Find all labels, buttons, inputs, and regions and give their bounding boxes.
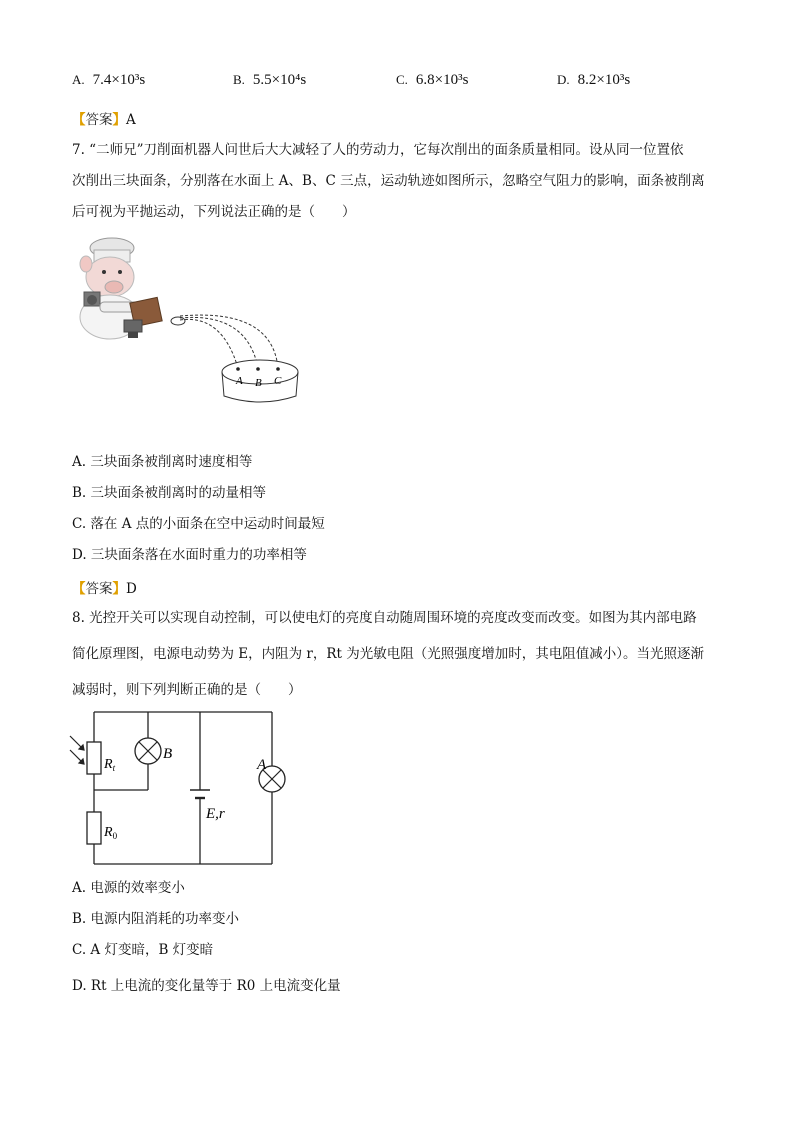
q8-stem-line-1: 8. 光控开关可以实现自动控制，可以使电灯的亮度自动随周围环境的亮度改变而改变。如图为其内部电路 [72,610,697,626]
option-value: 7.4×10³s [92,72,146,88]
lamp-b-icon [135,738,161,764]
q8-option-d: D. Rt 上电流的变化量等于 R0 上电流变化量 [72,978,341,994]
bracket-open-icon: 【 [72,581,86,597]
q8-stem-line-3: 减弱时，则下列判断正确的是（ ） [72,682,302,698]
light-arrows-icon [70,736,84,764]
q7-stem-line-2: 次削出三块面条，分别落在水面上 A、B、C 三点，运动轨迹如图所示，忽略空气阻力的影响，面条被削离 [72,173,705,189]
q6-option-c [396,72,468,89]
option-value: 8.2×10³s [577,72,631,88]
q7-option-b: B. 三块面条被削离时的动量相等 [72,485,267,501]
photoresistor-rt [87,742,101,774]
lamp-b-label: B [163,746,173,762]
lamp-a-label: A [257,757,267,773]
q6-option-a [72,72,145,89]
source-label: E,r [206,806,225,822]
q7-answer [72,577,137,597]
bracket-open-icon: 【 [72,112,86,128]
point-label: A [236,375,243,387]
q7-option-a: A. 三块面条被削离时速度相等 [72,454,253,470]
r0-label: $R_0$ [104,825,118,841]
answer-value: A [126,112,136,128]
q6-option-d [557,72,630,89]
option-value: 5.5×10⁴s [252,72,307,88]
rt-label: $R_t$ [104,757,116,773]
q8-stem-line-2: 简化原理图，电源电动势为 E，内阻为 r，Rt 为光敏电阻（光照强度增加时，其电阻值减小）。当光照逐渐 [72,646,705,662]
answer-label: 答案 [85,112,113,128]
point-label: B [255,377,262,389]
q7-figure [72,232,312,412]
option-letter: B. [233,72,245,87]
q7-option-c: C. 落在 A 点的小面条在空中运动时间最短 [72,516,325,532]
q8-option-b: B. 电源内阻消耗的功率变小 [72,911,240,927]
battery-icon [190,790,210,798]
q6-option-b [233,72,306,89]
q7-option-d: D. 三块面条落在水面时重力的功率相等 [72,547,307,563]
option-letter: A. [72,72,85,87]
bowl-illustration [222,360,298,402]
circuit-wires [94,712,272,864]
option-letter: C. [396,72,408,87]
bracket-close-icon: 】 [112,581,126,597]
answer-label: 答案 [85,581,113,597]
resistor-r0 [87,812,101,844]
q8-circuit-diagram [66,706,286,870]
bracket-close-icon: 】 [112,112,126,128]
point-label: C [274,375,282,387]
option-letter: D. [557,72,570,87]
answer-value: D [126,581,137,597]
option-value: 6.8×10³s [415,72,469,88]
q6-answer [72,108,136,128]
q7-stem-line-1: 7. “二师兄”刀削面机器人问世后大大减轻了人的劳动力，它每次削出的面条质量相同。设从同一位置依 [72,142,684,158]
q8-option-a: A. 电源的效率变小 [72,880,185,896]
q8-option-c: C. A 灯变暗，B 灯变暗 [72,942,214,958]
q7-stem-line-3: 后可视为平抛运动，下列说法正确的是（ ） [72,204,356,220]
robot-illustration [80,238,162,339]
